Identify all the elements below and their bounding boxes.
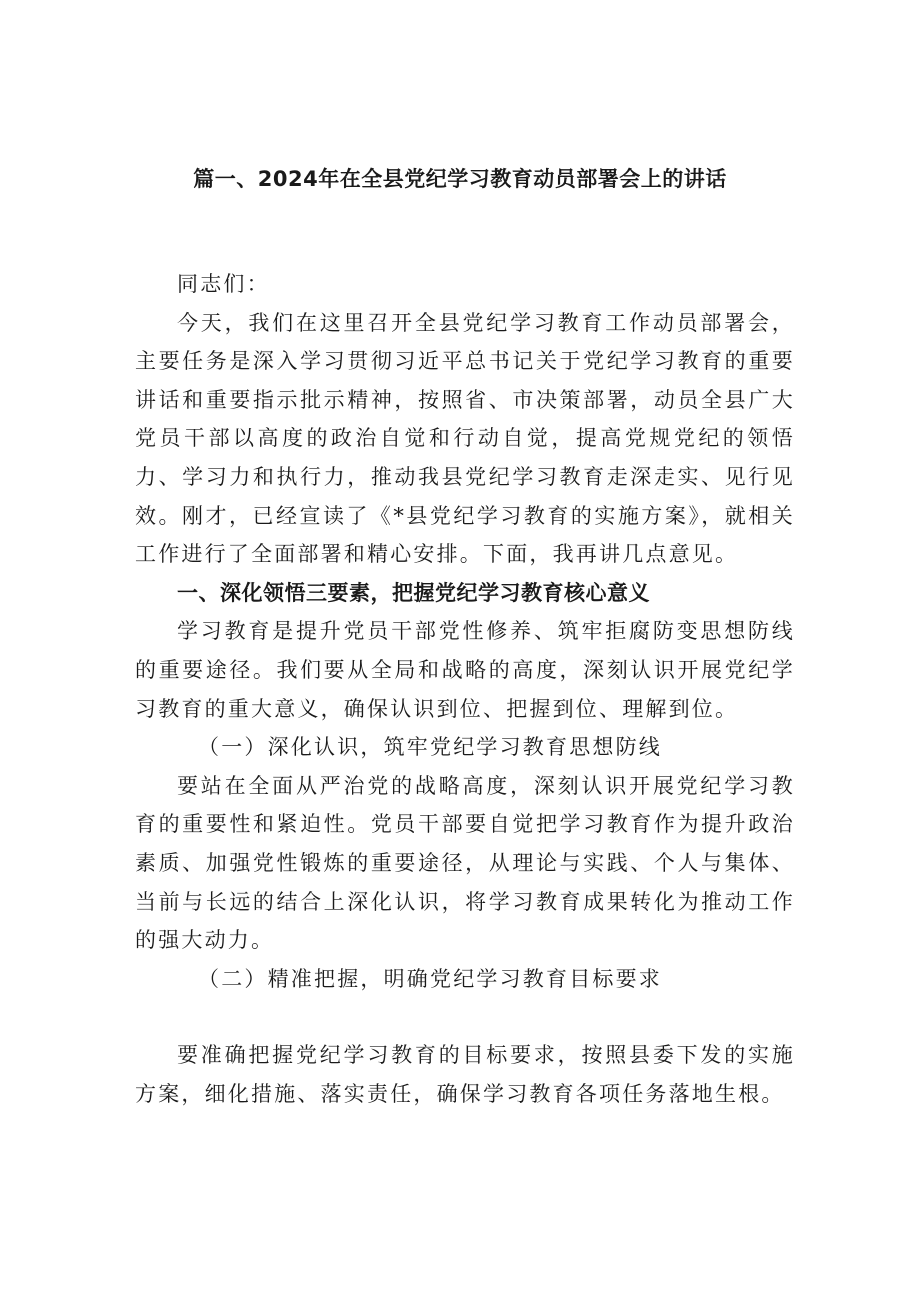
- intro-paragraph: 今天，我们在这里召开全县党纪学习教育工作动员部署会，主要任务是深入学习贯彻习近平总书记关于党纪学习教育的重要讲话和重要指示批示精神，按照省、市决策部署，动员全县广大党员干部以高度的政治自觉和行动自觉，提高党规党纪的领悟力、学习力和执行力，推动我县党纪学习教育走深走实、见行见效。刚才，已经宣读了《*县党纪学习教育的实施方案》，就相关工作进行了全面部署和精心安排。下面，我再讲几点意见。: [135, 310, 795, 567]
- subsection-2-paragraph: 要准确把握党纪学习教育的目标要求，按照县委下发的实施方案，细化措施、落实责任，确保学习教育各项任务落地生根。: [135, 1043, 795, 1106]
- document-title: 篇一、2024年在全县党纪学习教育动员部署会上的讲话: [193, 167, 727, 191]
- document-body: [135, 265, 795, 1113]
- subsection-2-heading: （二）精准把握，明确党纪学习教育目标要求: [198, 966, 662, 991]
- section-1-paragraph: 学习教育是提升党员干部党性修养、筑牢拒腐防变思想防线的重要途径。我们要从全局和战略的高度，深刻认识开展党纪学习教育的重大意义，确保认识到位、把握到位、理解到位。: [135, 619, 795, 721]
- section-1-heading: 一、深化领悟三要素，把握党纪学习教育核心意义: [177, 580, 650, 605]
- subsection-1-paragraph: 要站在全面从严治党的战略高度，深刻认识开展党纪学习教育的重要性和紧迫性。党员干部要自觉把学习教育作为提升政治素质、加强党性锻炼的重要途径，从理论与实践、个人与集体、当前与长远的结合上深化认识，将学习教育成果转化为推动工作的强大动力。: [135, 773, 795, 953]
- subsection-1-heading: （一）深化认识，筑牢党纪学习教育思想防线: [198, 735, 662, 760]
- paragraph-gap: [135, 998, 795, 1036]
- greeting: 同志们：: [177, 272, 270, 296]
